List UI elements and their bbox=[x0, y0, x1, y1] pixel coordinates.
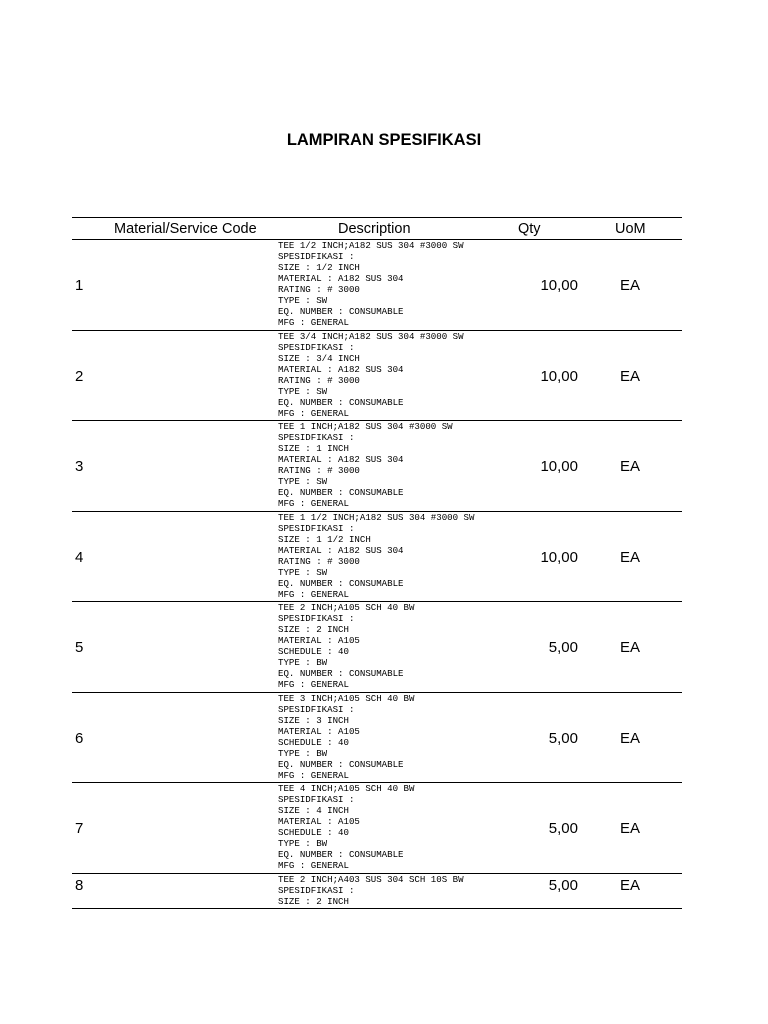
description-line: MATERIAL : A105 bbox=[278, 816, 360, 827]
row-uom: EA bbox=[620, 639, 641, 656]
description-line: TEE 2 INCH;A403 SUS 304 SCH 10S BW bbox=[278, 873, 464, 885]
description-line: SPESIDFIKASI : bbox=[278, 251, 355, 262]
description-line: MATERIAL : A182 SUS 304 bbox=[278, 273, 404, 284]
description-line: EQ. NUMBER : CONSUMABLE bbox=[278, 849, 404, 860]
description-line: SPESIDFIKASI : bbox=[278, 522, 355, 534]
description-line: TEE 3/4 INCH;A182 SUS 304 #3000 SW bbox=[278, 330, 464, 342]
description-line: MFG : GENERAL bbox=[278, 407, 349, 419]
row-qty: 5,00 bbox=[548, 876, 578, 894]
row-number: 1 bbox=[75, 277, 84, 294]
description-line: EQ. NUMBER : CONSUMABLE bbox=[278, 577, 404, 589]
description-line: SIZE : 1/2 INCH bbox=[278, 262, 360, 273]
description-line: MFG : GENERAL bbox=[278, 317, 349, 328]
row-qty: 5,00 bbox=[548, 639, 578, 656]
table-row bbox=[72, 693, 682, 784]
description-line: SIZE : 4 INCH bbox=[278, 805, 349, 816]
row-description bbox=[278, 512, 474, 600]
description-line: TYPE : SW bbox=[278, 385, 328, 397]
row-description bbox=[278, 693, 414, 781]
header-qty: Qty bbox=[518, 221, 541, 237]
description-line: SPESIDFIKASI : bbox=[278, 884, 355, 896]
description-line: TYPE : SW bbox=[278, 566, 328, 578]
description-line: MATERIAL : A105 bbox=[278, 725, 360, 737]
row-description bbox=[278, 602, 414, 690]
header-description: Description bbox=[338, 221, 411, 237]
table-row bbox=[72, 240, 682, 331]
description-line: MFG : GENERAL bbox=[278, 588, 349, 600]
description-line: MFG : GENERAL bbox=[278, 679, 349, 690]
header-code: Material/Service Code bbox=[114, 221, 257, 237]
description-line: SPESIDFIKASI : bbox=[278, 432, 355, 443]
description-line: SIZE : 2 INCH bbox=[278, 624, 349, 635]
table-body bbox=[72, 240, 682, 909]
table-row bbox=[72, 421, 682, 512]
description-line: RATING : # 3000 bbox=[278, 374, 360, 386]
description-line: RATING : # 3000 bbox=[278, 555, 360, 567]
row-uom: EA bbox=[620, 729, 641, 747]
description-line: MFG : GENERAL bbox=[278, 769, 349, 781]
row-number: 5 bbox=[75, 639, 84, 656]
table-row bbox=[72, 602, 682, 693]
description-line: SPESIDFIKASI : bbox=[278, 703, 355, 715]
description-line: SIZE : 2 INCH bbox=[278, 895, 349, 907]
description-line: MFG : GENERAL bbox=[278, 498, 349, 509]
row-uom: EA bbox=[620, 458, 641, 475]
row-uom: EA bbox=[620, 820, 641, 837]
row-number: 3 bbox=[75, 458, 84, 475]
description-line: SCHEDULE : 40 bbox=[278, 736, 349, 748]
description-line: TYPE : BW bbox=[278, 838, 328, 849]
description-line: TEE 1 1/2 INCH;A182 SUS 304 #3000 SW bbox=[278, 511, 475, 523]
row-number: 7 bbox=[75, 820, 84, 837]
row-uom: EA bbox=[620, 277, 641, 294]
row-number: 2 bbox=[75, 367, 84, 385]
row-qty: 5,00 bbox=[548, 729, 578, 747]
row-uom: EA bbox=[620, 367, 641, 385]
description-line: MATERIAL : A105 bbox=[278, 635, 360, 646]
row-qty: 10,00 bbox=[540, 367, 578, 385]
description-line: EQ. NUMBER : CONSUMABLE bbox=[278, 668, 404, 679]
description-line: TEE 4 INCH;A105 SCH 40 BW bbox=[278, 783, 415, 794]
row-qty: 5,00 bbox=[548, 820, 578, 837]
description-line: SIZE : 1 1/2 INCH bbox=[278, 533, 371, 545]
description-line: SIZE : 1 INCH bbox=[278, 443, 349, 454]
row-number: 4 bbox=[75, 548, 84, 566]
row-qty: 10,00 bbox=[540, 548, 578, 566]
description-line: SPESIDFIKASI : bbox=[278, 794, 355, 805]
description-line: SCHEDULE : 40 bbox=[278, 827, 349, 838]
description-line: EQ. NUMBER : CONSUMABLE bbox=[278, 487, 404, 498]
table-row bbox=[72, 512, 682, 603]
description-line: SPESIDFIKASI : bbox=[278, 341, 355, 353]
row-description bbox=[278, 240, 464, 328]
table-row bbox=[72, 874, 682, 909]
description-line: MFG : GENERAL bbox=[278, 860, 349, 871]
description-line: EQ. NUMBER : CONSUMABLE bbox=[278, 396, 404, 408]
description-line: EQ. NUMBER : CONSUMABLE bbox=[278, 306, 404, 317]
page-title: LAMPIRAN SPESIFIKASI bbox=[286, 131, 482, 149]
row-number: 8 bbox=[75, 876, 84, 894]
row-description bbox=[278, 783, 414, 871]
row-uom: EA bbox=[620, 548, 641, 566]
row-description bbox=[278, 874, 464, 907]
header-uom: UoM bbox=[615, 221, 646, 237]
row-qty: 10,00 bbox=[540, 458, 578, 475]
table-row bbox=[72, 331, 682, 422]
row-description bbox=[278, 421, 453, 509]
description-line: SIZE : 3 INCH bbox=[278, 714, 349, 726]
description-line: TEE 2 INCH;A105 SCH 40 BW bbox=[278, 602, 415, 613]
description-line: TYPE : SW bbox=[278, 476, 328, 487]
description-line: MATERIAL : A182 SUS 304 bbox=[278, 544, 404, 556]
description-line: TEE 1/2 INCH;A182 SUS 304 #3000 SW bbox=[278, 240, 464, 251]
description-line: RATING : # 3000 bbox=[278, 465, 360, 476]
table-row bbox=[72, 783, 682, 874]
description-line: EQ. NUMBER : CONSUMABLE bbox=[278, 758, 404, 770]
description-line: MATERIAL : A182 SUS 304 bbox=[278, 363, 404, 375]
description-line: RATING : # 3000 bbox=[278, 284, 360, 295]
description-line: SPESIDFIKASI : bbox=[278, 613, 355, 624]
row-number: 6 bbox=[75, 729, 84, 747]
spec-table bbox=[72, 217, 682, 909]
description-line: TYPE : SW bbox=[278, 295, 328, 306]
row-uom: EA bbox=[620, 876, 641, 894]
description-line: SIZE : 3/4 INCH bbox=[278, 352, 360, 364]
row-description bbox=[278, 331, 464, 419]
description-line: MATERIAL : A182 SUS 304 bbox=[278, 454, 404, 465]
description-line: TEE 1 INCH;A182 SUS 304 #3000 SW bbox=[278, 421, 453, 432]
description-line: SCHEDULE : 40 bbox=[278, 646, 349, 657]
row-qty: 10,00 bbox=[540, 277, 578, 294]
table-header bbox=[72, 218, 682, 240]
description-line: TYPE : BW bbox=[278, 657, 328, 668]
description-line: TYPE : BW bbox=[278, 747, 328, 759]
description-line: TEE 3 INCH;A105 SCH 40 BW bbox=[278, 692, 415, 704]
